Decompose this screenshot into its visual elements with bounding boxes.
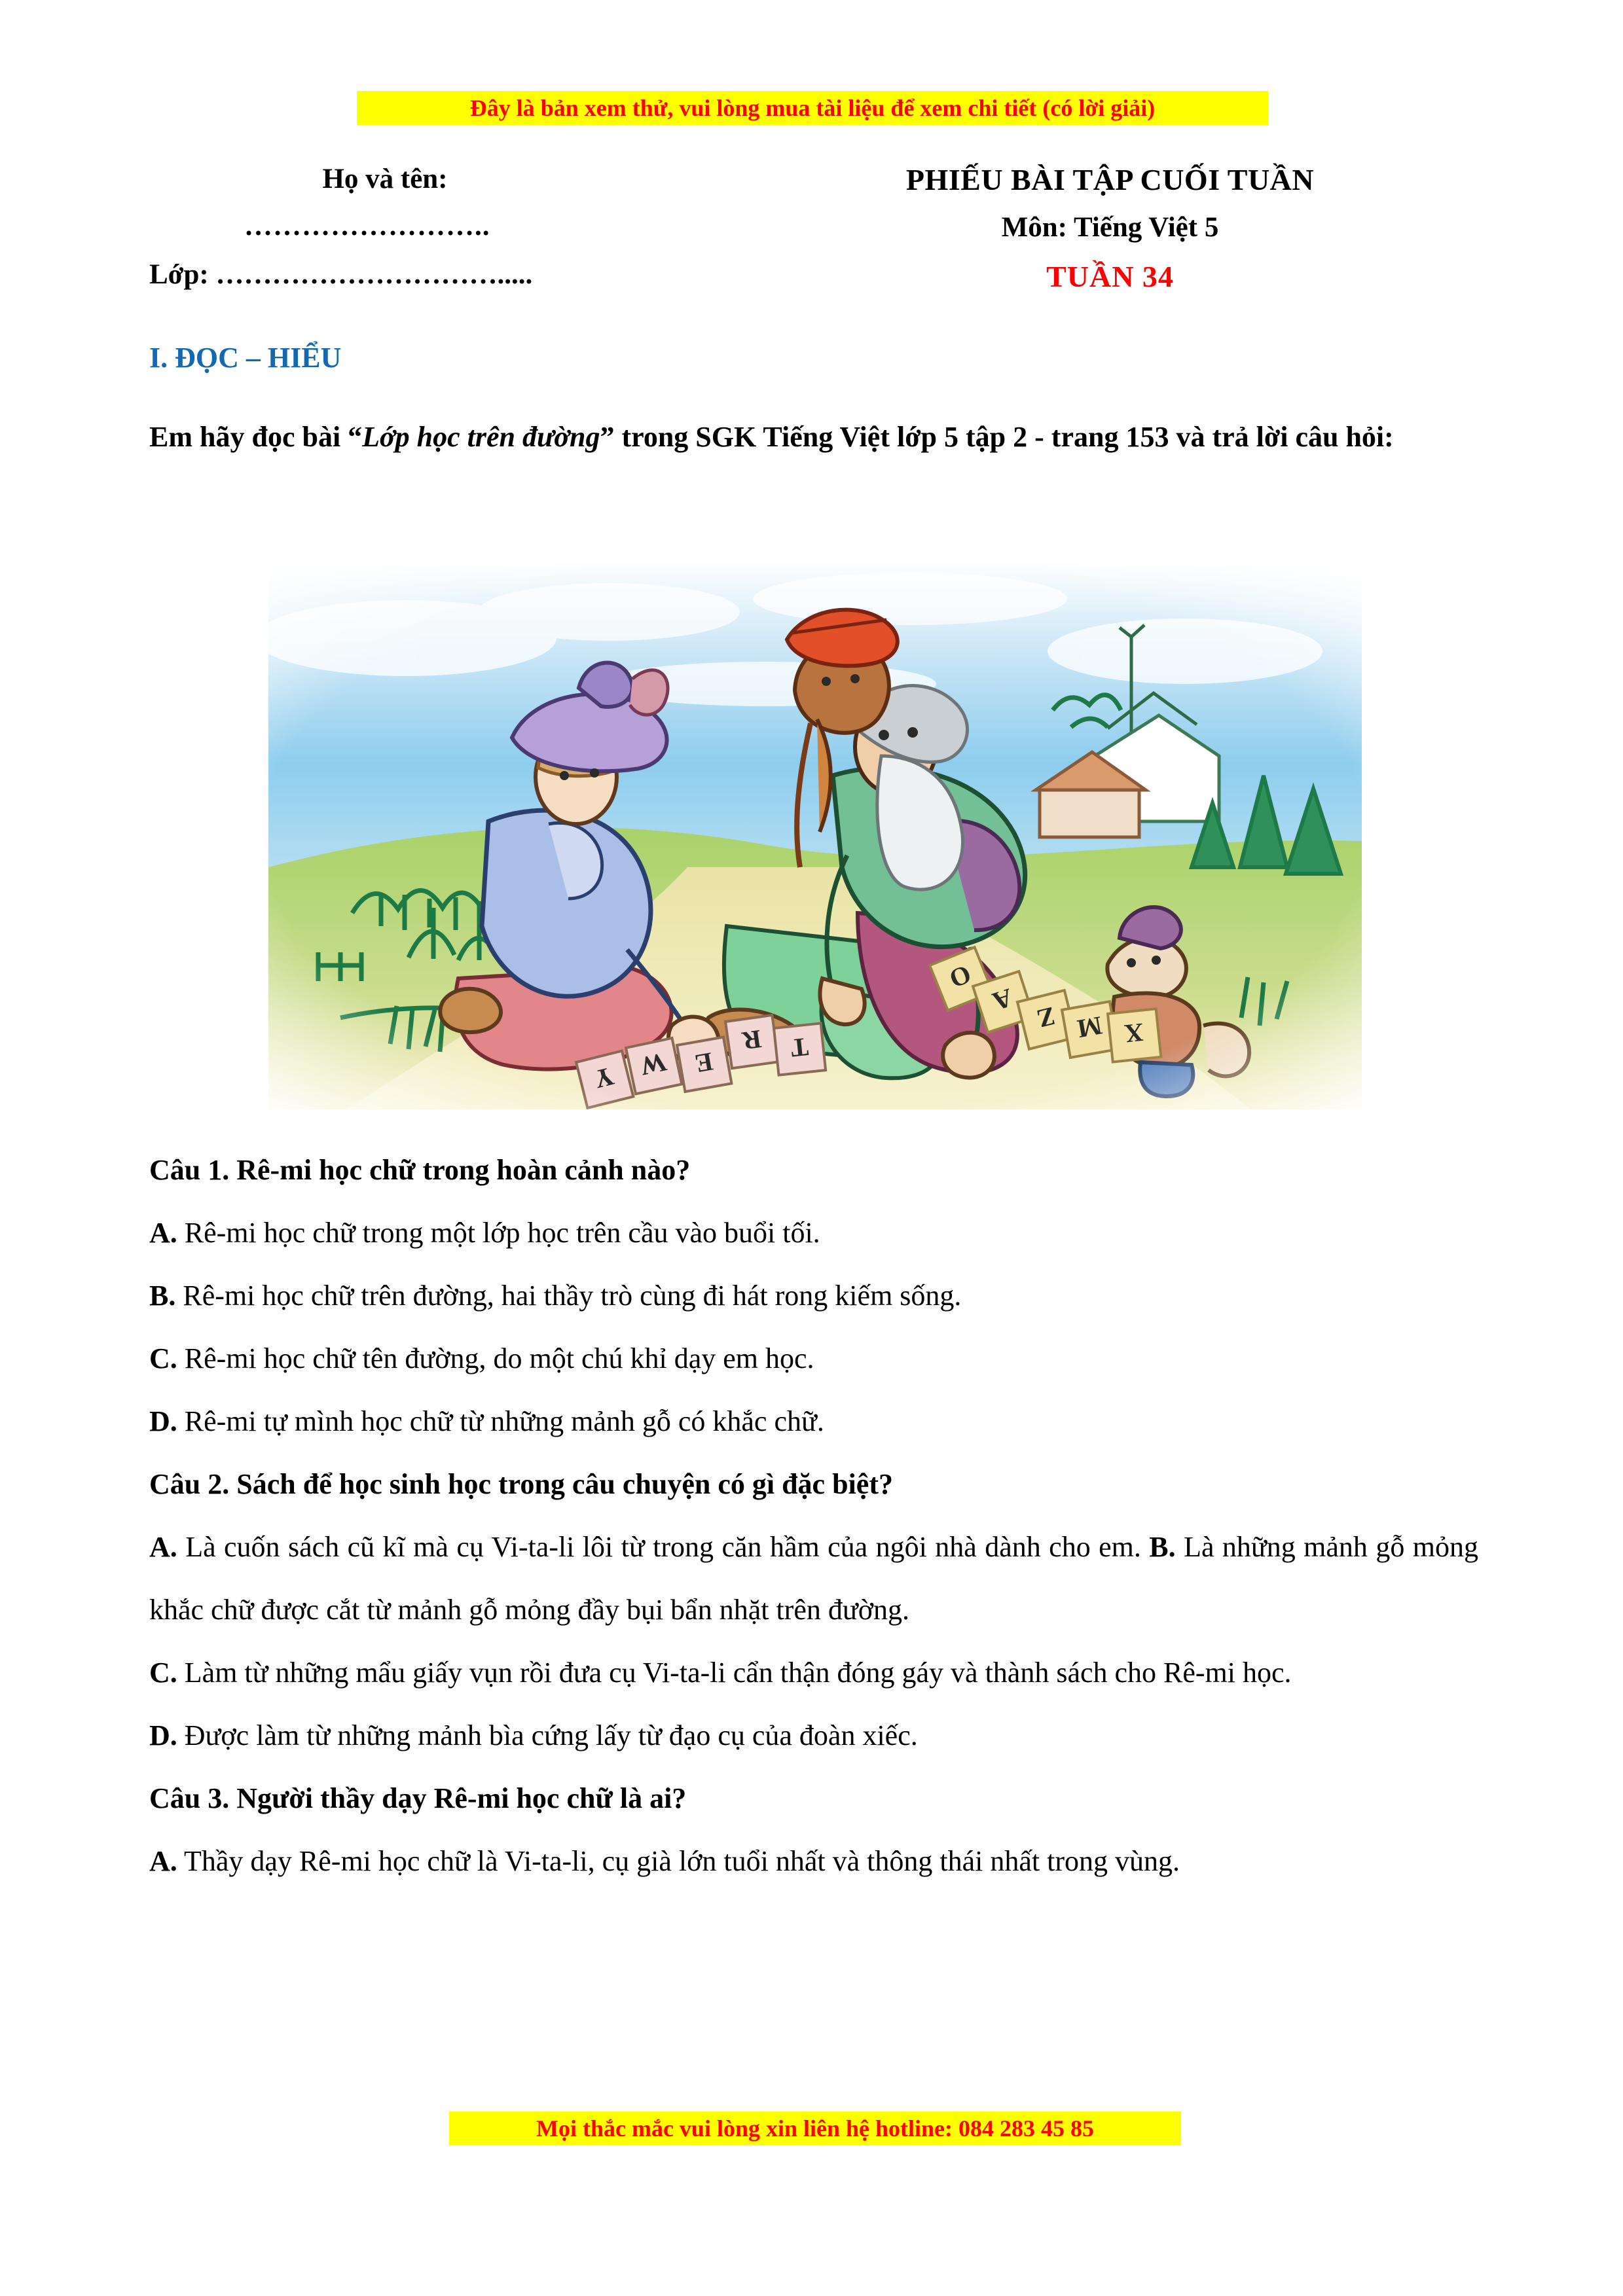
answer-option-2d[interactable] [149,1704,1478,1767]
question-heading-3: Câu 3. Người thầy dạy Rê-mi học chữ là ai? [149,1782,687,1814]
subject-label: Môn: Tiếng Việt 5 [1001,212,1219,243]
footer-hotline-banner: Mọi thắc mắc vui lòng xin liên hệ hotline: 084 283 45 85 [449,2111,1181,2145]
student-info-block [149,160,739,295]
student-class-blank[interactable]: Lớp: …………………………..... [149,259,533,290]
page-title: PHIẾU BÀI TẬP CUỐI TUẦN [905,163,1315,196]
option-text: Rê-mi học chữ trong một lớp học trên cầu vào buổi tối. [177,1217,820,1249]
reading-instruction [149,406,1478,469]
answer-option-1b[interactable] [149,1265,1478,1327]
instruction-after: ” trong SGK Tiếng Việt lớp 5 tập 2 - trang 153 và trả lời câu hỏi: [600,421,1394,453]
answer-option-1a[interactable] [149,1202,1478,1265]
worksheet-header [149,160,1482,331]
option-letter: D. [149,1405,177,1437]
option-letter: A. [149,1845,177,1877]
answer-options-2ab[interactable] [149,1516,1478,1641]
instruction-before: Em hãy đọc bài “ [149,421,363,453]
student-name-blank[interactable]: …………………….. [244,211,490,242]
option-text: Rê-mi tự mình học chữ từ những mảnh gỗ có khắc chữ. [177,1405,824,1437]
week-badge: TUẦN 34 [1046,260,1174,293]
option-text: Rê-mi học chữ tên đường, do một chú khỉ dạy em học. [177,1342,814,1374]
preview-notice-banner: Đây là bản xem thử, vui lòng mua tài liệu để xem chi tiết (có lời giải) [357,91,1268,125]
questions-container [149,1139,1478,1893]
question-heading-1: Câu 1. Rê-mi học chữ trong hoàn cảnh nào? [149,1154,691,1186]
option-text: Làm từ những mẩu giấy vụn rồi đưa cụ Vi-ta-li cẩn thận đóng gáy và thành sách cho Rê-mi học. [177,1657,1292,1689]
worksheet-title-block [739,160,1482,298]
section-heading-reading: I. ĐỌC – HIỂU [149,342,342,374]
lesson-illustration [268,560,1362,1109]
option-text: Thầy dạy Rê-mi học chữ là Vi-ta-li, cụ già lớn tuổi nhất và thông thái nhất trong vùng. [177,1845,1180,1877]
option-text: Rê-mi học chữ trên đường, hai thầy trò cùng đi hát rong kiếm sống. [175,1280,962,1312]
instruction-lesson-title: Lớp học trên đường [362,421,600,453]
student-name-label: Họ và tên: [322,164,448,194]
answer-option-1d[interactable] [149,1390,1478,1453]
option-letter: A. [149,1217,177,1249]
question-heading-2: Câu 2. Sách để học sinh học trong câu chuyện có gì đặc biệt? [149,1468,893,1500]
option-text: Là cuốn sách cũ kĩ mà cụ Vi-ta-li lôi từ trong căn hầm của ngôi nhà dành cho em. [177,1531,1150,1563]
option-text: Là những mảnh gỗ mỏng khắc chữ được cắt từ mảnh gỗ mỏng đầy bụi bẩn nhặt trên đường. [149,1531,1479,1626]
answer-option-3a[interactable] [149,1830,1478,1893]
option-letter: C. [149,1342,177,1374]
option-letter: D. [149,1719,177,1751]
option-letter: C. [149,1657,177,1689]
answer-option-1c[interactable] [149,1327,1478,1390]
option-text: Được làm từ những mảnh bìa cứng lấy từ đạo cụ của đoàn xiếc. [177,1719,918,1751]
option-letter: A. [149,1531,177,1563]
option-letter: B. [149,1280,176,1312]
illustration-drawing [268,560,1362,1109]
answer-option-2c[interactable] [149,1641,1478,1704]
option-letter: B. [1149,1531,1176,1563]
